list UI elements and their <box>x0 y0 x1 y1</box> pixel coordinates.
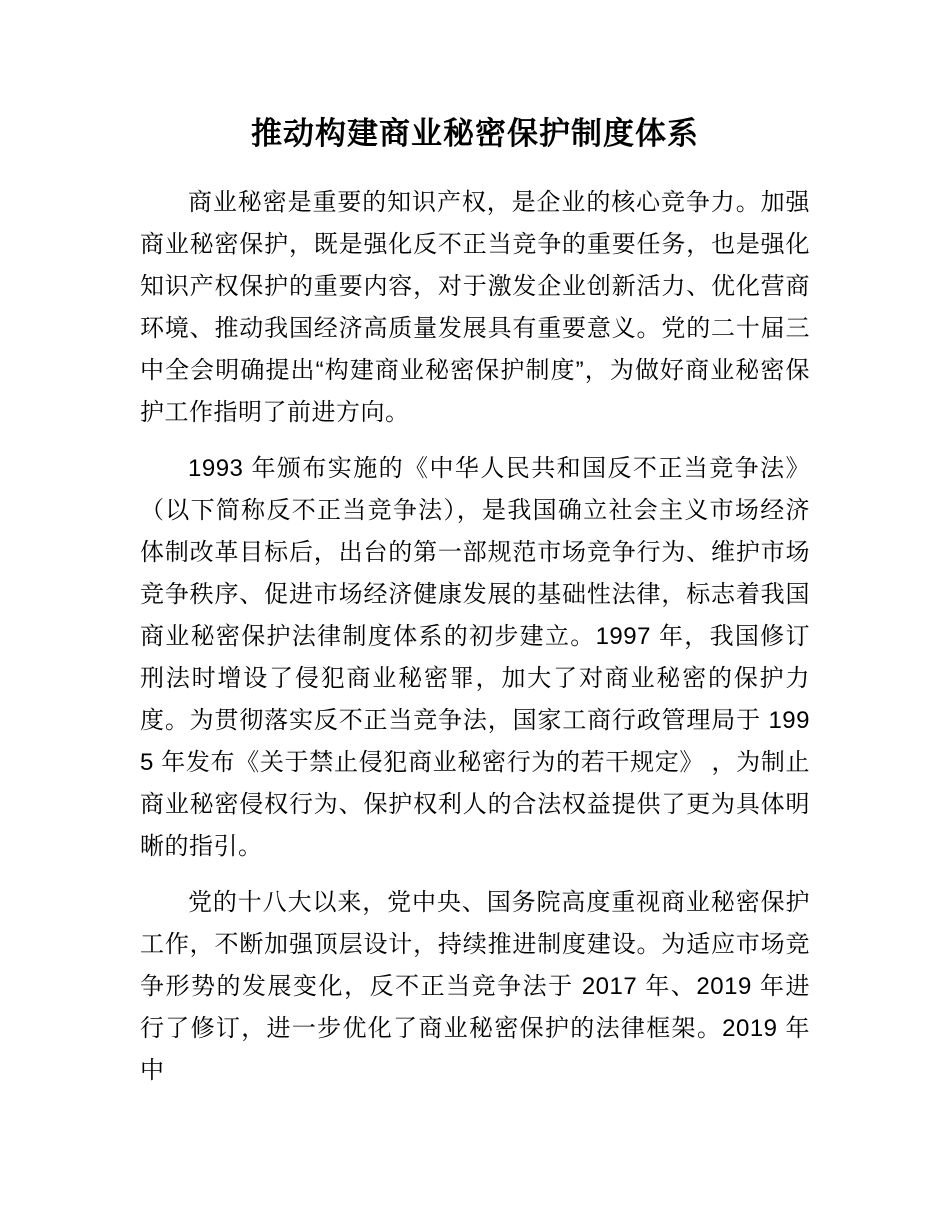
document-title: 推动构建商业秘密保护制度体系 <box>251 116 699 151</box>
paragraph-recent-reform: 党的十八大以来，党中央、国务院高度重视商业秘密保护工作，不断加强顶层设计，持续推进制度建设。为适应市场竞争形势的发展变化，反不正当竞争法于 2017 年、2019 年进行了修订，进一步优化了商业秘密保护的法律框架。2019 年中 <box>140 889 810 1084</box>
paragraph-intro: 商业秘密是重要的知识产权，是企业的核心竞争力。加强商业秘密保护，既是强化反不正当竞争的重要任务，也是强化知识产权保护的重要内容，对于激发企业创新活力、优化营商环境、推动我国经济高质量发展具有重要意义。党的二十届三中全会明确提出“构建商业秘密保护制度”，为做好商业秘密保护工作指明了前进方向。 <box>140 189 810 426</box>
paragraph-law-history: 1993 年颁布实施的《中华人民共和国反不正当竞争法》（以下简称反不正当竞争法），是我国确立社会主义市场经济体制改革目标后，出台的第一部规范市场竞争行为、维护市场竞争秩序、促进市场经济健康发展的基础性法律，标志着我国商业秘密保护法律制度体系的初步建立。1997 年，我国修订刑法时增设了侵犯商业秘密罪，加大了对商业秘密的保护力度。为贯彻落实反不正当竞争法，国家工商行政管理局于 1995 年发布《关于禁止侵犯商业秘密行为的若干规定》 ，为制止商业秘密侵权行为、保护权利人的合法权益提供了更为具体明晰的指引。 <box>140 455 810 860</box>
